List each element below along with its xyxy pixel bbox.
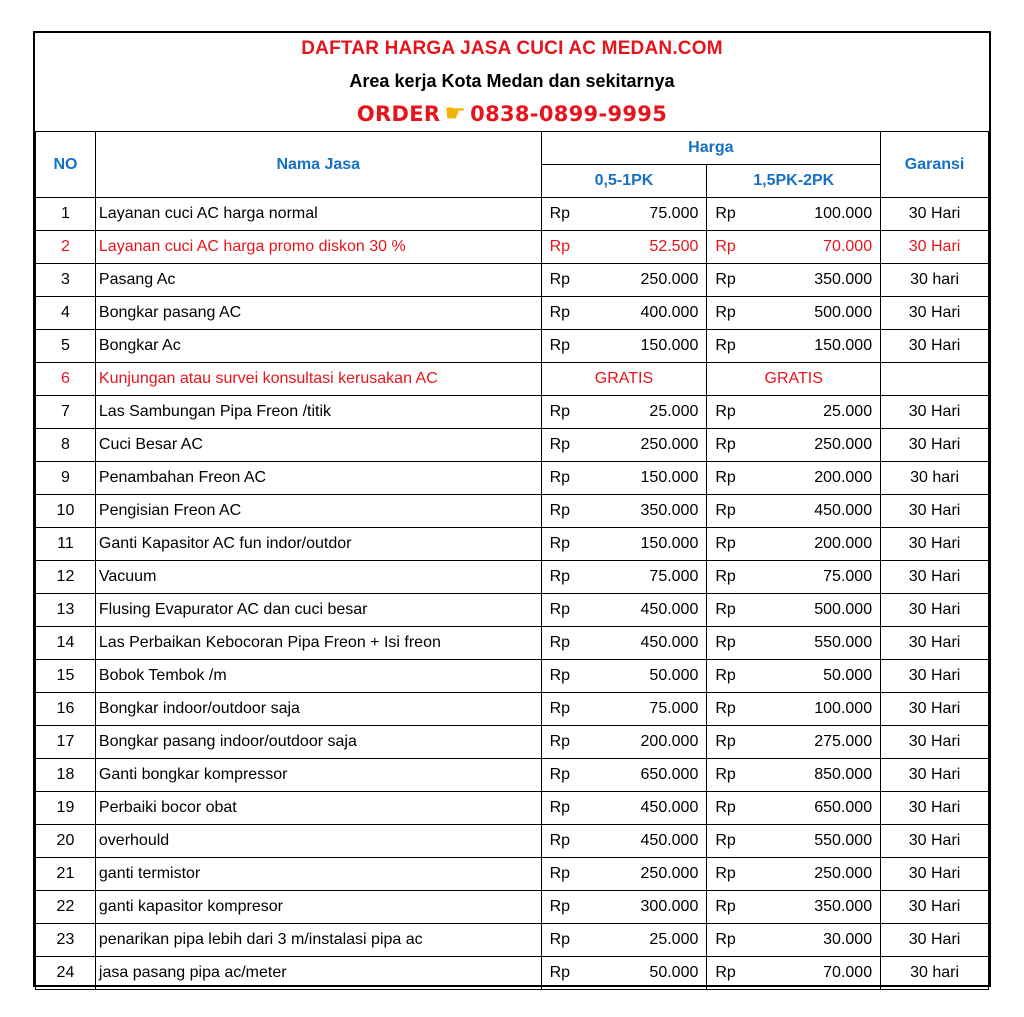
- service-name: Ganti Kapasitor AC fun indor/outdor: [95, 528, 541, 561]
- price-large-pk: [707, 429, 881, 462]
- price-amount: 52.500: [649, 238, 699, 255]
- order-label: ORDER: [356, 102, 441, 126]
- currency-label: Rp: [715, 766, 736, 783]
- service-name: penarikan pipa lebih dari 3 m/instalasi pipa ac: [95, 924, 541, 957]
- service-name: Bongkar Ac: [95, 330, 541, 363]
- price-amount: 650.000: [640, 766, 699, 783]
- table-row: [36, 957, 989, 990]
- price-small-pk: [541, 198, 707, 231]
- price-small-pk: [541, 528, 707, 561]
- price-amount: 250.000: [640, 436, 699, 453]
- price-amount: 450.000: [640, 832, 699, 849]
- warranty-cell: 30 Hari: [881, 627, 989, 660]
- table-row: [36, 330, 989, 363]
- service-name: Penambahan Freon AC: [95, 462, 541, 495]
- price-amount: 25.000: [649, 931, 699, 948]
- currency-label: Rp: [715, 832, 736, 849]
- service-name: Perbaiki bocor obat: [95, 792, 541, 825]
- currency-label: Rp: [715, 931, 736, 948]
- service-name: Layanan cuci AC harga normal: [95, 198, 541, 231]
- price-amount: 250.000: [814, 865, 873, 882]
- price-amount: 200.000: [814, 469, 873, 486]
- price-small-pk: [541, 462, 707, 495]
- price-amount: 75.000: [649, 568, 699, 585]
- service-name: ganti termistor: [95, 858, 541, 891]
- price-large-pk: [707, 924, 881, 957]
- warranty-cell: 30 Hari: [881, 660, 989, 693]
- price-list-sheet: [33, 31, 991, 987]
- col-header-harga: Harga: [541, 132, 880, 165]
- warranty-cell: 30 Hari: [881, 198, 989, 231]
- price-large-pk: [707, 264, 881, 297]
- table-body: [36, 198, 989, 990]
- price-large-pk: [707, 561, 881, 594]
- currency-label: Rp: [549, 964, 571, 981]
- page-title: DAFTAR HARGA JASA CUCI AC MEDAN.COM: [301, 38, 723, 59]
- price-amount: 500.000: [814, 304, 873, 321]
- price-amount: 50.000: [649, 964, 699, 981]
- service-name: Pengisian Freon AC: [95, 495, 541, 528]
- row-number: 21: [36, 858, 96, 891]
- table-row: [36, 462, 989, 495]
- service-name: jasa pasang pipa ac/meter: [95, 957, 541, 990]
- currency-label: Rp: [715, 403, 736, 420]
- row-number: 4: [36, 297, 96, 330]
- currency-label: Rp: [715, 469, 736, 486]
- row-number: 2: [36, 231, 96, 264]
- price-amount: 650.000: [814, 799, 873, 816]
- price-small-pk: [541, 297, 707, 330]
- currency-label: Rp: [549, 667, 571, 684]
- price-amount: 70.000: [823, 964, 873, 981]
- service-name: Pasang Ac: [95, 264, 541, 297]
- warranty-cell: 30 Hari: [881, 429, 989, 462]
- table-row: [36, 231, 989, 264]
- warranty-cell: 30 Hari: [881, 825, 989, 858]
- price-large-pk: [707, 693, 881, 726]
- price-amount: 75.000: [823, 568, 873, 585]
- price-small-pk: [541, 264, 707, 297]
- service-name: ganti kapasitor kompresor: [95, 891, 541, 924]
- currency-label: Rp: [549, 238, 571, 255]
- currency-label: Rp: [715, 568, 736, 585]
- price-small-pk: [541, 693, 707, 726]
- price-amount: 30.000: [823, 931, 873, 948]
- table-row: [36, 660, 989, 693]
- row-number: 9: [36, 462, 96, 495]
- currency-label: Rp: [715, 205, 736, 222]
- warranty-cell: 30 hari: [881, 957, 989, 990]
- price-amount: 200.000: [814, 535, 873, 552]
- warranty-cell: 30 Hari: [881, 792, 989, 825]
- price-small-pk: [541, 330, 707, 363]
- service-name: Vacuum: [95, 561, 541, 594]
- warranty-cell: 30 hari: [881, 462, 989, 495]
- row-number: 6: [36, 363, 96, 396]
- col-header-garansi: Garansi: [881, 132, 989, 198]
- warranty-cell: 30 Hari: [881, 924, 989, 957]
- row-number: 20: [36, 825, 96, 858]
- price-small-pk: GRATIS: [541, 363, 707, 396]
- price-amount: 50.000: [649, 667, 699, 684]
- table-row: [36, 792, 989, 825]
- row-number: 17: [36, 726, 96, 759]
- currency-label: Rp: [715, 865, 736, 882]
- service-name: Cuci Besar AC: [95, 429, 541, 462]
- currency-label: Rp: [715, 667, 736, 684]
- price-amount: 75.000: [649, 700, 699, 717]
- table-row: [36, 561, 989, 594]
- currency-label: Rp: [549, 469, 571, 486]
- price-large-pk: [707, 825, 881, 858]
- price-small-pk: [541, 825, 707, 858]
- price-large-pk: [707, 957, 881, 990]
- price-small-pk: [541, 396, 707, 429]
- price-large-pk: [707, 396, 881, 429]
- warranty-cell: 30 Hari: [881, 330, 989, 363]
- row-number: 13: [36, 594, 96, 627]
- price-small-pk: [541, 627, 707, 660]
- price-amount: 100.000: [814, 205, 873, 222]
- price-large-pk: [707, 462, 881, 495]
- price-amount: 150.000: [640, 337, 699, 354]
- table-row: [36, 594, 989, 627]
- price-table: [35, 131, 989, 990]
- currency-label: Rp: [549, 304, 571, 321]
- warranty-cell: 30 Hari: [881, 594, 989, 627]
- price-large-pk: [707, 330, 881, 363]
- price-small-pk: [541, 726, 707, 759]
- row-number: 7: [36, 396, 96, 429]
- table-row: [36, 297, 989, 330]
- row-number: 23: [36, 924, 96, 957]
- price-large-pk: [707, 594, 881, 627]
- currency-label: Rp: [715, 634, 736, 651]
- row-number: 12: [36, 561, 96, 594]
- row-number: 8: [36, 429, 96, 462]
- pointing-hand-icon: ☛: [444, 99, 467, 127]
- row-number: 18: [36, 759, 96, 792]
- price-large-pk: [707, 231, 881, 264]
- currency-label: Rp: [549, 832, 571, 849]
- currency-label: Rp: [549, 601, 571, 618]
- price-amount: 350.000: [814, 271, 873, 288]
- price-large-pk: GRATIS: [707, 363, 881, 396]
- price-small-pk: [541, 924, 707, 957]
- table-row: [36, 363, 989, 396]
- price-large-pk: [707, 858, 881, 891]
- price-amount: 350.000: [814, 898, 873, 915]
- currency-label: Rp: [549, 568, 571, 585]
- currency-label: Rp: [715, 436, 736, 453]
- price-small-pk: [541, 231, 707, 264]
- currency-label: Rp: [715, 898, 736, 915]
- currency-label: Rp: [715, 271, 736, 288]
- service-name: Kunjungan atau survei konsultasi kerusakan AC: [95, 363, 541, 396]
- price-large-pk: [707, 627, 881, 660]
- currency-label: Rp: [549, 898, 571, 915]
- row-number: 16: [36, 693, 96, 726]
- table-row: [36, 693, 989, 726]
- table-row: [36, 924, 989, 957]
- col-header-small-pk: 0,5-1PK: [541, 165, 707, 198]
- price-amount: 25.000: [823, 403, 873, 420]
- currency-label: Rp: [549, 436, 571, 453]
- price-small-pk: [541, 957, 707, 990]
- price-amount: 150.000: [640, 469, 699, 486]
- currency-label: Rp: [549, 502, 571, 519]
- price-amount: 350.000: [640, 502, 699, 519]
- price-amount: 70.000: [823, 238, 873, 255]
- currency-label: Rp: [715, 700, 736, 717]
- table-row: [36, 198, 989, 231]
- price-amount: 450.000: [640, 601, 699, 618]
- row-number: 1: [36, 198, 96, 231]
- currency-label: Rp: [549, 733, 571, 750]
- service-name: Layanan cuci AC harga promo diskon 30 %: [95, 231, 541, 264]
- currency-label: Rp: [549, 700, 571, 717]
- table-row: [36, 528, 989, 561]
- price-large-pk: [707, 297, 881, 330]
- col-header-no: NO: [36, 132, 96, 198]
- warranty-cell: 30 Hari: [881, 297, 989, 330]
- service-name: Las Sambungan Pipa Freon /titik: [95, 396, 541, 429]
- table-row: [36, 858, 989, 891]
- currency-label: Rp: [715, 502, 736, 519]
- price-amount: 450.000: [640, 799, 699, 816]
- price-amount: 75.000: [649, 205, 699, 222]
- warranty-cell: 30 Hari: [881, 396, 989, 429]
- price-amount: 275.000: [814, 733, 873, 750]
- price-amount: 400.000: [640, 304, 699, 321]
- price-small-pk: [541, 660, 707, 693]
- price-small-pk: [541, 858, 707, 891]
- warranty-cell: 30 Hari: [881, 858, 989, 891]
- table-row: [36, 891, 989, 924]
- currency-label: Rp: [715, 601, 736, 618]
- price-amount: 500.000: [814, 601, 873, 618]
- currency-label: Rp: [715, 238, 736, 255]
- row-number: 15: [36, 660, 96, 693]
- table-row: [36, 759, 989, 792]
- price-amount: 300.000: [640, 898, 699, 915]
- price-large-pk: [707, 759, 881, 792]
- price-amount: 250.000: [640, 865, 699, 882]
- warranty-cell: [881, 363, 989, 396]
- price-amount: 150.000: [640, 535, 699, 552]
- price-amount: 450.000: [640, 634, 699, 651]
- order-phone[interactable]: 0838-0899-9995: [470, 102, 668, 126]
- warranty-cell: 30 hari: [881, 264, 989, 297]
- price-large-pk: [707, 792, 881, 825]
- price-amount: 50.000: [823, 667, 873, 684]
- price-large-pk: [707, 891, 881, 924]
- row-number: 5: [36, 330, 96, 363]
- row-number: 24: [36, 957, 96, 990]
- table-row: [36, 726, 989, 759]
- currency-label: Rp: [549, 634, 571, 651]
- warranty-cell: 30 Hari: [881, 231, 989, 264]
- sheet-header: [35, 33, 989, 132]
- price-small-pk: [541, 792, 707, 825]
- price-small-pk: [541, 495, 707, 528]
- currency-label: Rp: [715, 304, 736, 321]
- service-name: overhould: [95, 825, 541, 858]
- order-line: [35, 99, 989, 127]
- warranty-cell: 30 Hari: [881, 759, 989, 792]
- service-name: Ganti bongkar kompressor: [95, 759, 541, 792]
- price-amount: 550.000: [814, 634, 873, 651]
- price-small-pk: [541, 561, 707, 594]
- warranty-cell: 30 Hari: [881, 693, 989, 726]
- row-number: 3: [36, 264, 96, 297]
- currency-label: Rp: [715, 799, 736, 816]
- warranty-cell: 30 Hari: [881, 528, 989, 561]
- price-amount: 250.000: [814, 436, 873, 453]
- col-header-name: Nama Jasa: [95, 132, 541, 198]
- currency-label: Rp: [549, 865, 571, 882]
- warranty-cell: 30 Hari: [881, 891, 989, 924]
- price-small-pk: [541, 891, 707, 924]
- price-large-pk: [707, 198, 881, 231]
- service-name: Flusing Evapurator AC dan cuci besar: [95, 594, 541, 627]
- table-row: [36, 429, 989, 462]
- price-large-pk: [707, 528, 881, 561]
- currency-label: Rp: [549, 337, 571, 354]
- price-amount: 200.000: [640, 733, 699, 750]
- price-small-pk: [541, 429, 707, 462]
- service-name: Las Perbaikan Kebocoran Pipa Freon + Isi freon: [95, 627, 541, 660]
- row-number: 10: [36, 495, 96, 528]
- price-large-pk: [707, 495, 881, 528]
- price-large-pk: [707, 726, 881, 759]
- table-row: [36, 495, 989, 528]
- price-amount: 25.000: [649, 403, 699, 420]
- table-row: [36, 396, 989, 429]
- service-name: Bongkar indoor/outdoor saja: [95, 693, 541, 726]
- price-amount: 100.000: [814, 700, 873, 717]
- currency-label: Rp: [549, 799, 571, 816]
- currency-label: Rp: [715, 733, 736, 750]
- table-row: [36, 627, 989, 660]
- row-number: 14: [36, 627, 96, 660]
- table-row: [36, 264, 989, 297]
- warranty-cell: 30 Hari: [881, 726, 989, 759]
- currency-label: Rp: [549, 535, 571, 552]
- price-large-pk: [707, 660, 881, 693]
- currency-label: Rp: [715, 964, 736, 981]
- service-name: Bongkar pasang indoor/outdoor saja: [95, 726, 541, 759]
- page-subtitle: Area kerja Kota Medan dan sekitarnya: [349, 71, 675, 91]
- price-amount: 250.000: [640, 271, 699, 288]
- currency-label: Rp: [549, 931, 571, 948]
- currency-label: Rp: [715, 535, 736, 552]
- currency-label: Rp: [715, 337, 736, 354]
- currency-label: Rp: [549, 205, 571, 222]
- row-number: 11: [36, 528, 96, 561]
- row-number: 22: [36, 891, 96, 924]
- currency-label: Rp: [549, 766, 571, 783]
- table-row: [36, 825, 989, 858]
- warranty-cell: 30 Hari: [881, 495, 989, 528]
- service-name: Bongkar pasang AC: [95, 297, 541, 330]
- price-amount: 550.000: [814, 832, 873, 849]
- price-amount: 150.000: [814, 337, 873, 354]
- price-small-pk: [541, 759, 707, 792]
- service-name: Bobok Tembok /m: [95, 660, 541, 693]
- col-header-large-pk: 1,5PK-2PK: [707, 165, 881, 198]
- price-amount: 450.000: [814, 502, 873, 519]
- row-number: 19: [36, 792, 96, 825]
- currency-label: Rp: [549, 271, 571, 288]
- price-small-pk: [541, 594, 707, 627]
- warranty-cell: 30 Hari: [881, 561, 989, 594]
- price-amount: 850.000: [814, 766, 873, 783]
- currency-label: Rp: [549, 403, 571, 420]
